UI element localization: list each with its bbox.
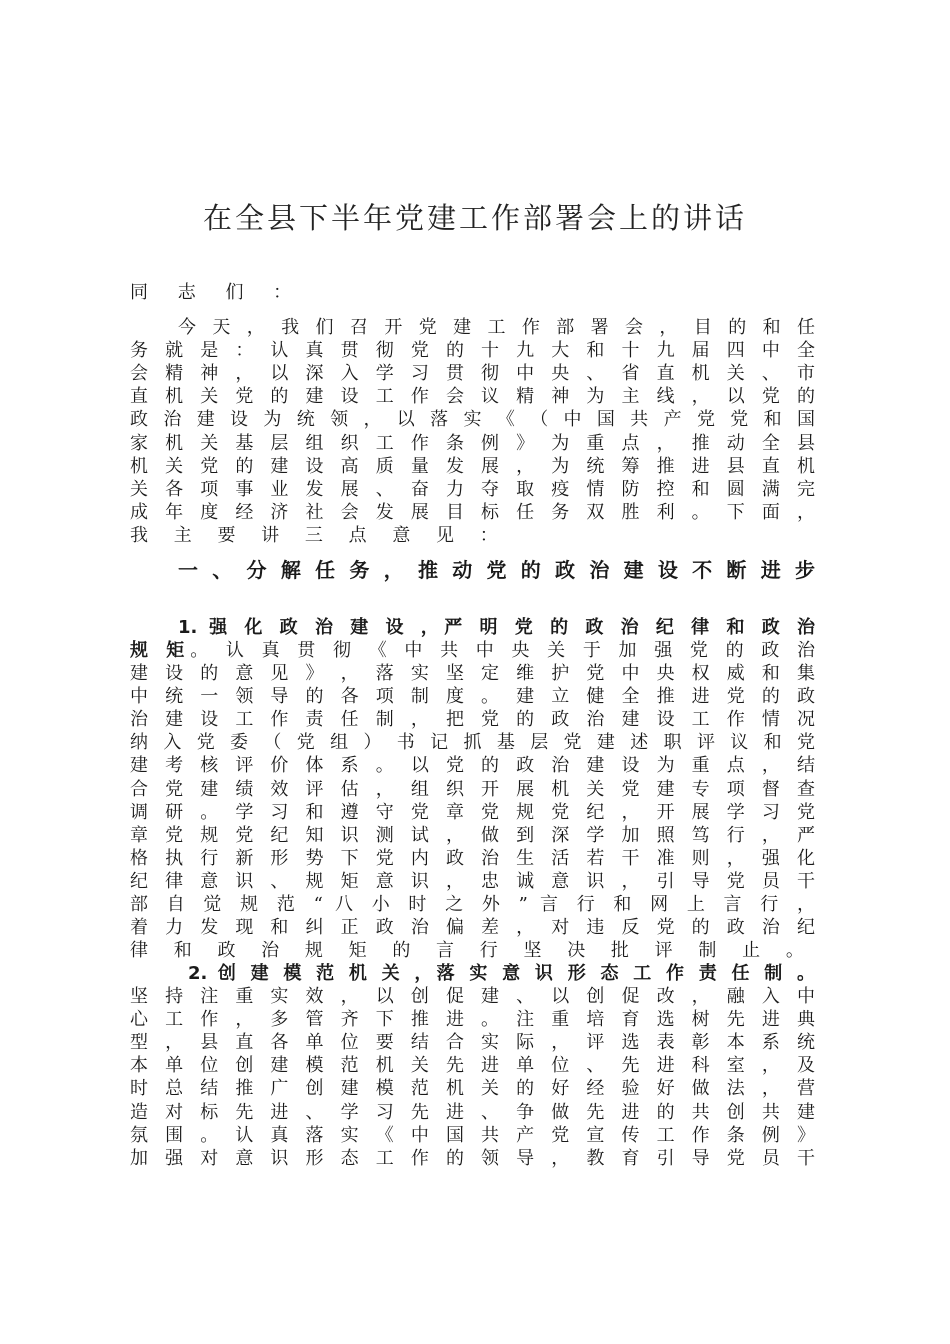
text-line: 机 关 党 的 建 设 高 质 量 发 展 ， 为 统 筹 推 进 县 直 机	[130, 455, 815, 477]
text-line: 务 就 是 ： 认 真 贯 彻 党 的 十 九 大 和 十 九 届 四 中 全	[130, 340, 815, 362]
text-line: 部 自 觉 规 范 “ 八 小 时 之 外 ” 言 行 和 网 上 言 行 ，	[130, 894, 815, 915]
subsection-1-heading-tail: 规 矩	[130, 640, 191, 661]
text-line: 心 工 作 ， 多 管 齐 下 推 进 。 注 重 培 育 选 树 先 进 典	[130, 1009, 815, 1031]
subsection-2-heading: 2. 创 建 模 范 机 关 ，落 实 意 识 形 态 工 作 责 任 制 。	[188, 963, 815, 984]
subsection-1-first-line	[130, 616, 815, 639]
text-line: 着 力 发 现 和 纠 正 政 治 偏 差 ， 对 违 反 党 的 政 治 纪	[130, 917, 815, 939]
text-line: 章 党 规 党 纪 知 识 测 试 ， 做 到 深 学 加 照 笃 行 ， 严	[130, 824, 815, 846]
text-line: 调 研 。 学 习 和 遵 守 党 章 党 规 党 纪 ， 开 展 学 习 党	[130, 801, 815, 823]
text-line: 造 对 标 先 进 、 学 习 先 进 、 争 做 先 进 的 共 创 共 建	[130, 1101, 815, 1123]
subsection-1-heading: 1. 强 化 政 治 建 设 ，严 明 党 的 政 治 纪 律 和 政 治	[178, 617, 815, 638]
text-line: 建 设 的 意 见 》 ， 落 实 坚 定 维 护 党 中 央 权 威 和 集	[130, 663, 815, 684]
text-line: 直 机 关 党 的 建 设 工 作 会 议 精 神 为 主 线 ， 以 党 的	[130, 386, 815, 408]
text-line: 型 ， 县 直 各 单 位 要 结 合 实 际 ， 评 选 表 彰 本 系 统	[130, 1032, 815, 1054]
document-title: 在全县下半年党建工作部署会上的讲话	[202, 201, 747, 235]
text-line: 律 和 政 治 规 矩 的 言 行 坚 决 批 评 制 止 。	[130, 940, 814, 962]
text-line: 家 机 关 基 层 组 织 工 作 条 例 》 为 重 点 ， 推 动 全 县	[130, 432, 815, 454]
text-line: 政 治 建 设 为 统 领 ， 以 落 实 《 （ 中 国 共 产 党 党 和 国	[130, 409, 815, 431]
section-heading-1: 一 、 分 解 任 务 ， 推 动 党 的 政 治 建 设 不 断 进 步	[178, 558, 815, 582]
text-line: 氛 围 。 认 真 落 实 《 中 国 共 产 党 宣 传 工 作 条 例 》	[130, 1124, 815, 1146]
text-line: 建 考 核 评 价 体 系 。 以 党 的 政 治 建 设 为 重 点 ， 结	[130, 755, 815, 777]
text-line: 成 年 度 经 济 社 会 发 展 目 标 任 务 双 胜 利 。 下 面 ，	[130, 501, 815, 523]
text-line: 治 建 设 工 作 责 任 制 ， 把 党 的 政 治 建 设 工 作 情 况	[130, 709, 815, 731]
text-line: 时 总 结 推 广 创 建 模 范 机 关 的 好 经 验 好 做 法 ， 营	[130, 1078, 815, 1100]
text-line: 坚 持 注 重 实 效 ， 以 创 促 建 、 以 创 促 改 ， 融 入 中	[130, 986, 815, 1007]
text-line: 纳 入 党 委 （ 党 组 ） 书 记 抓 基 层 党 建 述 职 评 议 和 党	[130, 732, 815, 754]
text-line: 会 精 神 ， 以 深 入 学 习 贯 彻 中 央 、 省 直 机 关 、 市	[130, 363, 815, 385]
subsection-1-second-line	[130, 639, 815, 662]
salutation: 同 志 们 ：	[130, 282, 304, 303]
text-line: 关 各 项 事 业 发 展 、 奋 力 夺 取 疫 情 防 控 和 圆 满 完	[130, 478, 815, 500]
text-line: 本 单 位 创 建 模 范 机 关 先 进 单 位 、 先 进 科 室 ， 及	[130, 1055, 815, 1077]
text-line: 加 强 对 意 识 形 态 工 作 的 领 导 ， 教 育 引 导 党 员 干	[130, 1147, 815, 1169]
text-line: 合 党 建 绩 效 评 估 ， 组 织 开 展 机 关 党 建 专 项 督 查	[130, 778, 815, 800]
text-line: 今 天 ， 我 们 召 开 党 建 工 作 部 署 会 ， 目 的 和 任	[178, 317, 815, 338]
text-line: 中 统 一 领 导 的 各 项 制 度 。 建 立 健 全 推 进 党 的 政	[130, 686, 815, 708]
subsection-2-heading-line	[130, 962, 815, 985]
text-line: 纪 律 意 识 、 规 矩 意 识 ， 忠 诚 意 识 ， 引 导 党 员 干	[130, 870, 815, 892]
text-line: 格 执 行 新 形 势 下 党 内 政 治 生 活 若 干 准 则 ， 强 化	[130, 847, 815, 869]
text-line: 我 主 要 讲 三 点 意 见 ：	[130, 524, 508, 546]
subsection-1-text: 。 认 真 贯 彻 《 中 共 中 央 关 于 加 强 党 的 政 治	[190, 640, 815, 661]
